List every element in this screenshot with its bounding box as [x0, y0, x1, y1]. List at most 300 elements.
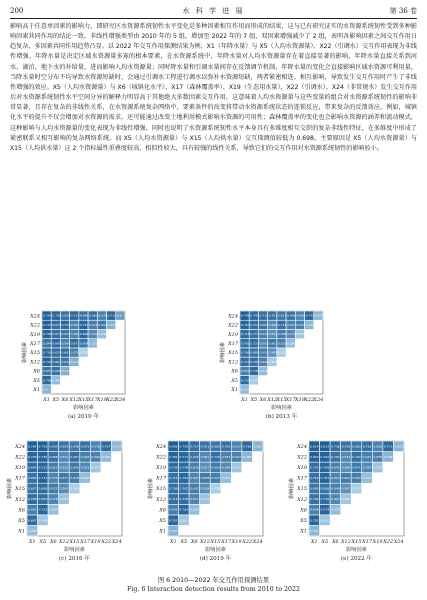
heatmap-cell-value: 0.576 [89, 322, 98, 327]
heatmap-cell-value: 0.284 [80, 476, 90, 481]
heatmap-cell-value: 0.579 [287, 332, 296, 337]
x-tick-label: X17 [362, 539, 373, 545]
page-number: 200 [10, 7, 24, 15]
heatmap-cell-value: 0.578 [91, 444, 100, 449]
heatmap-cell-value: 0.695 [190, 454, 199, 459]
heatmap-cell-value: 0.688 [28, 497, 37, 502]
y-tick-label: X15 [15, 486, 25, 493]
heatmap-cell-value: 0.313 [362, 476, 372, 481]
heatmap-cell-value: 0.739 [241, 378, 250, 383]
y-tick-label: X17 [156, 475, 166, 482]
x-tick-label: X12 [69, 397, 80, 403]
heatmap-cell-value: 0.745 [250, 369, 259, 374]
y-tick-label: X5 [18, 517, 25, 524]
heatmap-cell-value: 0.769 [320, 465, 330, 470]
y-tick-label: X6 [231, 368, 238, 375]
heatmap-cell-value: 0.521 [59, 465, 69, 470]
heatmap-cell-value: 0.758 [38, 444, 48, 449]
heatmap-cell-value: 0.632 [221, 454, 231, 459]
heatmap-cell-value: 0.653 [259, 350, 269, 355]
heatmap-cell-value: 0.771 [179, 454, 189, 459]
x-axis-label: 影响因素 [73, 405, 94, 411]
x-tick-label: X19 [372, 539, 383, 545]
heatmap-cell-value: 0.4 [116, 313, 122, 318]
heatmap-cell-value: 0.671 [352, 465, 361, 470]
y-tick-label: X24 [297, 443, 307, 450]
heatmap-cell-value: 0.326 [241, 387, 250, 392]
heatmap-cell-value: 0.614 [61, 359, 71, 364]
heatmap-cell-value: 0.722 [38, 465, 48, 470]
heatmap-cell-value: 0.591 [259, 341, 269, 346]
heatmap-cell-value: 0.728 [179, 497, 189, 502]
heatmap-cell-value: 0.664 [52, 359, 61, 364]
y-tick-label: X19 [30, 331, 40, 338]
heatmap-cell-value: 0.674 [52, 332, 61, 337]
heatmap-cell-value: 0.771 [383, 444, 393, 449]
heatmap-cell-value: 0.612 [49, 465, 58, 470]
y-tick-label: X6 [18, 507, 25, 514]
heatmap-cell-value: 0.666 [49, 454, 58, 459]
heatmap-cell-value: 0.663 [211, 465, 220, 470]
heatmap-cell-value: 0.621 [49, 486, 58, 491]
heatmap-cell-value: 0.736 [43, 332, 52, 337]
heatmap-cell-value: 0.626 [259, 359, 269, 364]
heatmap-cell-value: 0.723 [241, 359, 250, 364]
heatmap-cell-value: 0.792 [320, 454, 330, 459]
heatmap-cell-value: 0.582 [70, 322, 80, 327]
heatmap-cell-value: 0.701 [268, 313, 278, 318]
x-axis-label: 影响因素 [271, 405, 292, 411]
y-tick-label: X5 [33, 377, 40, 384]
heatmap-cell-value: 0.748 [179, 465, 189, 470]
x-tick-label: X6 [332, 539, 339, 545]
volume-label: 第 36 卷 [389, 7, 417, 15]
heatmap-cell-value: 0.709 [221, 444, 231, 449]
heatmap-cell-value: 0.256 [296, 332, 305, 337]
heatmap-cell-value: 0.241 [91, 465, 100, 470]
heatmap-cell-value: 0.644 [43, 341, 52, 346]
heatmap-cell-value: 0.547 [341, 486, 351, 491]
heatmap-cell-value: 0.745 [305, 313, 315, 318]
heatmap-cell-value: 0.593 [341, 454, 351, 459]
heatmap-cell-value: 0.704 [331, 454, 340, 459]
y-axis-label: 影响因素 [7, 478, 13, 499]
heatmap-cell-value: 0.238 [98, 332, 107, 337]
x-tick-label: X6 [50, 539, 57, 545]
heatmap-cell-value: 0.362 [394, 444, 404, 449]
heatmap-cell-value: 0.698 [320, 486, 330, 491]
heatmap-cell-value: 0.738 [331, 444, 340, 449]
heatmap-cell-value: 0.729 [43, 359, 52, 364]
x-tick-label: X19 [294, 397, 305, 403]
heatmap-cell-value: 0.297 [287, 341, 296, 346]
y-tick-label: X15 [297, 486, 307, 493]
heatmap-cell-value: 0.621 [98, 322, 107, 327]
heatmap-cell-value: 0.553 [80, 465, 90, 470]
y-tick-label: X19 [156, 465, 166, 472]
heatmap-cell-value: 0.739 [169, 465, 178, 470]
heatmap-cell-value: 0.694 [49, 444, 58, 449]
heatmap-2013 [218, 308, 408, 428]
x-tick-label: X15 [78, 397, 89, 403]
heatmap-cell-value: 0.241 [268, 359, 278, 364]
x-tick-label: X1 [241, 397, 248, 403]
heatmap-cell-value: 0.757 [43, 322, 52, 327]
heatmap-cell-value: 0.331 [61, 369, 71, 374]
heatmap-cell-value: 0.603 [331, 497, 340, 502]
x-tick-label: X5 [250, 397, 258, 403]
heatmap-cell-value: 0.798 [241, 313, 250, 318]
heatmap-cell-value: 0.657 [28, 486, 37, 491]
subfigure-caption: (a) 2010 年 [67, 414, 100, 420]
heatmap-cell-value: 0.681 [250, 350, 259, 355]
x-tick-label: X12 [199, 539, 210, 545]
x-tick-label: X17 [87, 397, 98, 403]
heatmap-cell-value: 0.3 [43, 387, 48, 392]
y-tick-label: X22 [297, 454, 307, 461]
y-tick-label: X15 [156, 486, 166, 493]
x-tick-label: X5 [180, 539, 188, 545]
heatmap-cell-value: 0.274 [373, 465, 382, 470]
heatmap-cell-value: 0.606 [296, 313, 305, 318]
heatmap-cell-value: 0.662 [28, 476, 37, 481]
heatmap-cell-value: 0.806 [169, 444, 178, 449]
y-tick-label: X15 [228, 350, 238, 357]
heatmap-cell-value: 0.736 [38, 454, 48, 459]
header-rule [10, 18, 417, 19]
y-tick-label: X12 [15, 496, 25, 503]
heatmap-cell-value: 0.607 [190, 476, 199, 481]
heatmap-cell-value: 0.722 [352, 454, 361, 459]
heatmap-cell-value: 0.712 [250, 322, 259, 327]
x-tick-label: X24 [313, 397, 324, 403]
heatmap-cell-value: 0.693 [352, 444, 361, 449]
heatmap-cell-value: 0.351 [310, 528, 319, 533]
x-tick-label: X12 [267, 397, 278, 403]
y-tick-label: X15 [30, 350, 40, 357]
heatmap-cell-value: 0.792 [179, 444, 189, 449]
heatmap-cell-value: 0.694 [28, 465, 37, 470]
heatmap-cell-value: 0.712 [107, 313, 117, 318]
heatmap-cell-value: 0.636 [310, 507, 319, 512]
x-tick-label: X1 [310, 539, 318, 545]
y-tick-label: X1 [33, 387, 40, 394]
heatmap-cell-value: 0.157 [79, 350, 89, 355]
heatmap-cell-value: 0.699 [79, 332, 89, 337]
y-tick-label: X12 [156, 496, 166, 503]
heatmap-cell-value: 0.301 [221, 476, 231, 481]
heatmap-cell-value: 0.727 [79, 322, 89, 327]
heatmap-cell-value: 0.701 [200, 444, 210, 449]
y-tick-label: X5 [159, 517, 166, 524]
heatmap-cell-value: 0.641 [362, 454, 372, 459]
heatmap-cell-value: 0.602 [28, 507, 37, 512]
heatmap-cell-value: 0.764 [28, 444, 37, 449]
heatmap-cell-value: 0.718 [310, 476, 319, 481]
heatmap-cell-value: 0.785 [310, 518, 319, 523]
heatmap-cell-value: 0.314 [107, 322, 117, 327]
x-tick-label: X6 [259, 397, 267, 403]
heatmap-cell-value: 0.662 [89, 313, 98, 318]
y-tick-label: X22 [30, 322, 40, 329]
x-tick-label: X19 [96, 397, 107, 403]
heatmap-cell-value: 0.814 [310, 444, 319, 449]
heatmap-cell-value: 0.627 [232, 454, 241, 459]
heatmap-cell-value: 0.712 [277, 322, 287, 327]
heatmap-cell-value: 0.263 [59, 497, 69, 502]
heatmap-cell-value: 0.695 [310, 486, 319, 491]
heatmap-cell-value: 0.728 [28, 454, 37, 459]
subfigure-caption: (b) 2013 年 [265, 414, 298, 420]
x-tick-label: X1 [28, 539, 36, 545]
heatmap-cell-value: 0.351 [253, 444, 263, 449]
heatmap-cell-value: 0.319 [259, 369, 269, 374]
heatmap-cell-value: 0.647 [211, 476, 220, 481]
x-tick-label: X17 [285, 397, 296, 403]
x-tick-label: X17 [80, 539, 91, 545]
y-tick-label: X22 [228, 322, 238, 329]
heatmap-cell-value: 0.714 [70, 313, 80, 318]
heatmap-cell-value: 0.696 [287, 313, 296, 318]
heatmap-cell-value: 0.642 [169, 507, 178, 512]
heatmap-2019 [146, 438, 284, 570]
x-tick-label: X19 [231, 539, 242, 545]
heatmap-2010 [20, 308, 210, 428]
heatmap-cell-value: 0.596 [80, 454, 90, 459]
heatmap-2022 [287, 438, 425, 570]
y-axis-label: 影响因素 [148, 478, 154, 499]
heatmap-cell-value: 0.652 [190, 486, 199, 491]
heatmap-cell-value: 0.701 [241, 341, 250, 346]
y-axis-label: 影响因素 [289, 478, 295, 499]
heatmap-cell-value: 0.683 [259, 322, 269, 327]
heatmap-cell-value: 0.741 [38, 476, 48, 481]
y-tick-label: X19 [297, 465, 307, 472]
heatmap-cell-value: 0.566 [341, 465, 351, 470]
heatmap-cell-value: 0.758 [242, 444, 252, 449]
heatmap-cell-value: 0.701 [250, 359, 259, 364]
heatmap-cell-value: 0.622 [259, 332, 269, 337]
heatmap-cell-value: 0.282 [320, 518, 330, 523]
heatmap-cell-value: 0.316 [190, 507, 199, 512]
y-tick-label: X5 [300, 517, 307, 524]
x-tick-label: X22 [304, 397, 315, 403]
heatmap-cell-value: 0.663 [268, 341, 278, 346]
heatmap-cell-value: 0.624 [296, 322, 305, 327]
x-tick-label: X6 [191, 539, 198, 545]
heatmap-cell-value: 0.542 [268, 332, 278, 337]
heatmap-cell-value: 0.628 [373, 444, 382, 449]
heatmap-cell-value: 0.714 [250, 332, 259, 337]
heatmap-cell-value: 0.263 [232, 465, 241, 470]
heatmap-cell-value: 0.243 [52, 378, 61, 383]
y-axis-label: 影响因素 [220, 342, 226, 363]
subfigure-caption: (e) 2022 年 [340, 556, 373, 562]
heatmap-cell-value: 0.637 [59, 476, 69, 481]
heatmap-cell-value: 0.736 [320, 497, 330, 502]
x-tick-label: X17 [221, 539, 232, 545]
heatmap-cell-value: 0.611 [190, 497, 199, 502]
figure-caption-cn: 图 6 2010—2022 年交互作用探测结果 [157, 577, 270, 584]
heatmap-cell-value: 0.718 [241, 332, 250, 337]
y-tick-label: X17 [15, 475, 25, 482]
y-axis-label: 影响因素 [22, 342, 28, 363]
heatmap-cell-value: 0.697 [28, 518, 37, 523]
heatmap-cell-value: 0.633 [277, 341, 287, 346]
heatmap-cell-value: 0.578 [70, 350, 80, 355]
y-tick-label: X24 [15, 443, 25, 450]
heatmap-cell-value: 0.542 [89, 332, 98, 337]
heatmap-cell-value: 0.559 [200, 486, 210, 491]
x-tick-label: X6 [61, 397, 69, 403]
heatmap-cell-value: 0.674 [52, 350, 61, 355]
y-tick-label: X6 [159, 507, 166, 514]
x-tick-label: X15 [210, 539, 221, 545]
x-tick-label: X15 [351, 539, 362, 545]
y-tick-label: X17 [228, 340, 238, 347]
y-tick-label: X12 [297, 496, 307, 503]
heatmap-cell-value: 0.671 [277, 313, 287, 318]
heatmap-cell-value: 0.655 [61, 313, 71, 318]
heatmap-cell-value: 0.661 [341, 476, 351, 481]
heatmap-cell-value: 0.639 [373, 454, 382, 459]
x-tick-label: X1 [43, 397, 50, 403]
heatmap-cell-value: 0.634 [79, 341, 89, 346]
heatmap-cell-value: 0.706 [169, 486, 178, 491]
heatmap-cell-value: 0.714 [169, 497, 178, 502]
heatmap-cell-value: 0.312 [70, 359, 80, 364]
heatmap-cell-value: 0.757 [169, 518, 178, 523]
y-tick-label: X1 [300, 528, 307, 535]
heatmap-cell-value: 0.274 [200, 497, 210, 502]
heatmap-cell-value: 0.695 [52, 341, 61, 346]
heatmap-cell-value: 0.203 [70, 486, 79, 491]
journal-title: 水 科 学 进 展 [182, 7, 245, 15]
x-tick-label: X5 [52, 397, 60, 403]
heatmap-cell-value: 0.574 [49, 476, 58, 481]
heatmap-cell-value: 0.659 [59, 444, 69, 449]
heatmap-cell-value: 0.617 [232, 444, 241, 449]
x-tick-label: X5 [39, 539, 47, 545]
x-tick-label: X12 [58, 539, 69, 545]
heatmap-cell-value: 0.597 [362, 465, 372, 470]
heatmap-cell-value: 0.542 [59, 486, 69, 491]
heatmap-cell-value: 0.741 [250, 313, 259, 318]
heatmap-cell-value: 0.707 [101, 444, 111, 449]
y-tick-label: X24 [156, 443, 166, 450]
heatmap-cell-value: 0.727 [190, 444, 199, 449]
heatmap-cell-value: 0.709 [310, 497, 319, 502]
heatmap-cell-value: 0.728 [52, 313, 61, 318]
heatmap-cell-value: 0.727 [250, 341, 259, 346]
heatmap-cell-value: 0.637 [43, 369, 52, 374]
heatmap-cell-value: 0.704 [61, 322, 71, 327]
x-tick-label: X24 [393, 539, 404, 545]
y-tick-label: X24 [228, 313, 238, 320]
body-paragraph: 影响高于任意单因素的影响力，即研究区水资源系统韧性水平变化是多种因素相互作用而形成的结果，这与已有研究证实的水资源系统韧性受到多种影响因素共同作用的结论一致。非线性增强类型由 2010 年的 5 组，增加至 2022 年的 7 组，双因素增强减少了 2 组，表明各影响因素之间交互作用日趋复杂、多因素共同作用趋势凸显。以 2022 年交互作用探测结果为例，X1（年降水量）与 X5（人均水资源量）、X22（引调水）交互作用表现为非线性增强。年降水量是决定区域水资源量多寡的根本要素，在水资源系统中，年降水量对人均水资源量存在着直接显著的影响，年降水量直接关系到河水、湖泊、地下水的补给量，进而影响人均水资源量；同时降水量和引调水量间存在反馈调节机制，年降水量的变化会直接影响区域水资源可利用量，当降水量时空分布不均导致水资源短缺时，会通过引调水工程进行调水以弥补水资源短缺，两者紧密相连、相互影响，导致发生交互作用时产生了非线性增强的效应。X5（人均水资源量）与 X6（城镇化水平）、X17（森林覆盖率）、X19（生态用水量）、X22（引调水）、X24（非常规水）发生交互作用后对水资源系统韧性水平空间分异的解释力明显高于其他绝大多数因素交互作用，这意味着人均水资源量与这些变量的组合对水资源系统韧性的影响非常显著，且存在复杂的非线性关系，在水资源系统复杂网络中，要素条件的改变将带动水资源系统状态的连锁反应，带来复杂的反馈效应。例如，城镇化水平的提升不仅会增加对水资源的需求，还可能通过改变土地利用模式影响水资源的可用性；森林覆盖率的变化也会影响水资源的涵养和流动模式，这种影响与人均水资源量的变化表现为非线性增强。同时也说明了水资源系统韧性水平本身具有多维度相互交织的复杂非线性特征，在多维度中形成了紧密联系又相互影响的复杂网络系统。而 X5（人均水资源量）与 X15（人均供水量）交互探测值较低为 0.698，主要原因是 X5（人均水资源量）与 X15（人均供水量）这 2 个指标属性重叠度较高，相似性较大，具有较强的线性关系，导致它们的交互作用对水资源系统韧性的影响较小。 [10, 23, 417, 152]
heatmap-cell-value: 0.614 [287, 322, 296, 327]
y-tick-label: X6 [300, 507, 307, 514]
x-tick-label: X24 [252, 539, 263, 545]
heatmap-cell-value: 0.678 [52, 322, 61, 327]
heatmap-cell-value: 0.635 [190, 465, 199, 470]
heatmap-cell-value: 0.618 [70, 476, 79, 481]
heatmap-cell-value: 0.566 [70, 332, 80, 337]
heatmap-cell-value: 0.702 [179, 486, 189, 491]
y-tick-label: X1 [18, 528, 25, 535]
heatmap-cell-value: 0.219 [211, 486, 220, 491]
heatmap-cell-value: 0.212 [277, 350, 287, 355]
y-tick-label: X19 [228, 331, 238, 338]
heatmap-cell-value: 0.338 [305, 322, 315, 327]
x-tick-label: X5 [321, 539, 329, 545]
subfigure-caption: (c) 2016 年 [59, 556, 90, 562]
heatmap-cell-value: 0.763 [179, 507, 189, 512]
heatmap-cell-value: 0.774 [320, 507, 330, 512]
heatmap-cell-value: 0.718 [362, 444, 372, 449]
x-axis-label: 影响因素 [64, 547, 85, 553]
heatmap-cell-value: 0.578 [49, 497, 58, 502]
heatmap-cell-value: 0.345 [242, 454, 252, 459]
x-axis-label: 影响因素 [205, 547, 226, 553]
x-tick-label: X22 [101, 539, 112, 545]
y-tick-label: X1 [231, 387, 238, 394]
heatmap-cell-value: 0.763 [241, 322, 250, 327]
y-tick-label: X22 [156, 454, 166, 461]
x-axis-label: 影响因素 [346, 547, 367, 553]
y-tick-label: X19 [15, 465, 25, 472]
x-tick-label: X15 [276, 397, 287, 403]
heatmap-cell-value: 0.645 [79, 313, 89, 318]
heatmap-cell-value: 0.642 [70, 465, 79, 470]
heatmap-cell-value: 0.781 [169, 454, 178, 459]
heatmap-cell-value: 0.684 [211, 444, 220, 449]
y-tick-label: X12 [228, 359, 238, 366]
heatmap-cell-value: 0.284 [28, 528, 37, 533]
x-tick-label: X22 [106, 397, 117, 403]
heatmap-cell-value: 0.648 [70, 444, 79, 449]
heatmap-cell-value: 0.227 [352, 486, 361, 491]
heatmap-cell-value: 0.812 [320, 444, 330, 449]
y-tick-label: X17 [30, 340, 40, 347]
y-tick-label: X17 [297, 475, 307, 482]
heatmap-cell-value: 0.715 [259, 313, 269, 318]
heatmap-cell-value: 0.803 [310, 454, 319, 459]
heatmap-cell-value: 0.557 [200, 465, 210, 470]
heatmap-cell-value: 0.616 [331, 476, 340, 481]
x-tick-label: X1 [169, 539, 177, 545]
x-tick-label: X24 [111, 539, 122, 545]
heatmap-cell-value: 0.764 [179, 476, 189, 481]
heatmap-cell-value: 0.677 [70, 341, 80, 346]
heatmap-cell-value: 0.722 [38, 507, 48, 512]
heatmap-cell-value: 0.312 [112, 444, 122, 449]
heatmap-cell-value: 0.564 [61, 341, 71, 346]
heatmap-cell-value: 0.708 [43, 378, 52, 383]
heatmap-cell-value: 0.658 [52, 369, 61, 374]
heatmap-cell-value: 0.358 [383, 454, 393, 459]
heatmap-cell-value: 0.712 [169, 476, 178, 481]
figure-caption-en: Fig. 6 Interaction detection results from 2010 to 2022 [126, 586, 301, 593]
heatmap-cell-value: 0.695 [38, 497, 48, 502]
x-tick-label: X22 [383, 539, 394, 545]
heatmap-cell-value: 0.324 [331, 507, 340, 512]
heatmap-cell-value: 0.541 [268, 350, 278, 355]
heatmap-cell-value: 0.672 [80, 444, 90, 449]
heatmap-cell-value: 0.627 [61, 332, 71, 337]
heatmap-cell-value: 0.261 [179, 518, 189, 523]
y-tick-label: X22 [15, 454, 25, 461]
